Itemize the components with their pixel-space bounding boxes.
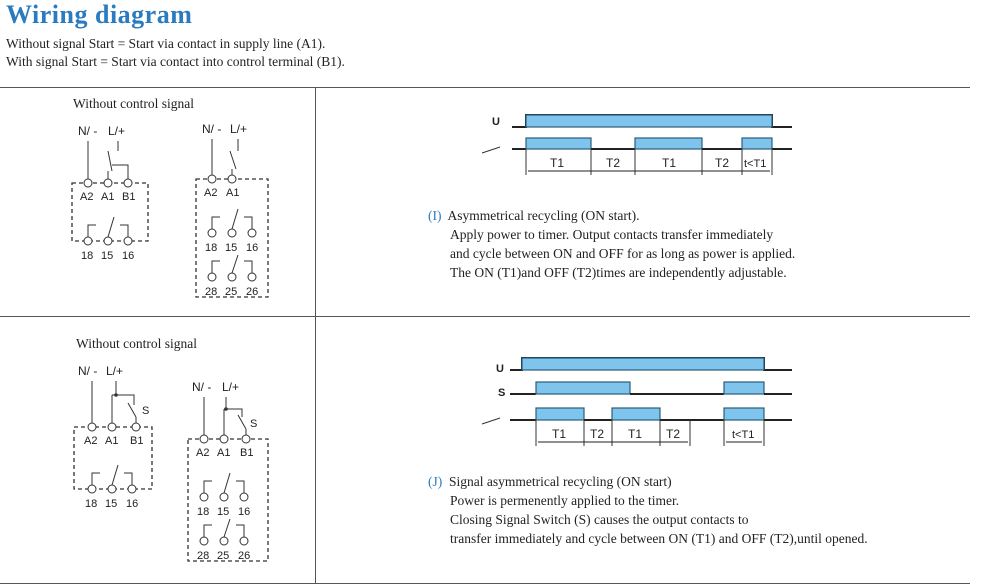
contact-26-label: 26 [246,286,259,298]
terminal-a1-label: A1 [105,435,119,447]
contact-25-label: 25 [217,550,230,562]
output-t1-pulse-1 [536,408,584,420]
signal-s-pulse-2 [724,382,764,394]
output-t1-pulse-2 [635,138,702,149]
terminal-a1 [220,435,228,443]
contact-15-label: 15 [101,250,114,262]
contact-16-label: 16 [126,498,139,510]
contact-25 [228,273,236,281]
interval-t1-a: T1 [552,427,567,441]
contact-15 [104,237,112,245]
section-i-description [428,206,795,282]
output-t1-pulse-1 [526,138,591,149]
supply-l-label: L/+ [222,380,240,394]
contact-25-label: 25 [225,286,238,298]
interval-t2-b: T2 [715,156,730,170]
contact-16-label: 16 [246,242,259,254]
section-i-line-2: Apply power to timer. Output contacts transfer immediately [450,227,774,242]
interval-t2-a: T2 [606,156,621,170]
terminal-a2 [208,175,216,183]
power-u-pulse [526,115,772,127]
interval-t1-b: T1 [628,427,643,441]
contact-18-label: 18 [205,242,218,254]
contact-25 [220,537,228,545]
table-column-divider [315,87,316,583]
terminal-a2-label: A2 [196,447,210,459]
table-middle-border [0,316,970,317]
supply-l-label: L/+ [108,124,126,138]
section-i-wiring-left [60,115,170,265]
terminal-a2-label: A2 [84,435,98,447]
section-j-line-4: transfer immediately and cycle between ON (T1) and OFF (T2),until opened. [450,531,868,546]
terminal-a1 [104,179,112,187]
switch-s-label: S [250,418,258,430]
interval-t-less-t1: t<T1 [732,429,755,441]
interval-t2-b: T2 [666,427,681,441]
contact-16 [128,485,136,493]
supply-n-label: N/ - [78,364,98,378]
terminal-a1 [228,175,236,183]
terminal-b1-label: B1 [240,447,254,459]
section-j-subtitle: Without control signal [76,336,197,351]
contact-15 [220,493,228,501]
signal-s-label: S [498,387,506,399]
contact-15 [228,229,236,237]
terminal-a1 [108,423,116,431]
interval-t2-a: T2 [590,427,605,441]
switch-s-label: S [142,405,150,417]
contact-15-label: 15 [217,506,230,518]
contact-18 [208,229,216,237]
intro-line-1: Without signal Start = Start via contact in supply line (A1). [6,36,326,51]
contact-16 [124,237,132,245]
section-j-line-1: Signal asymmetrical recycling (ON start) [449,474,672,489]
terminal-a2 [84,179,92,187]
table-bottom-border [0,583,970,584]
contact-15-label: 15 [225,242,238,254]
section-j-line-2: Power is permenently applied to the timer. [450,493,680,508]
terminal-a2-label: A2 [204,187,218,199]
contact-15 [108,485,116,493]
contact-18 [84,237,92,245]
contact-18-label: 18 [197,506,210,518]
contact-16 [240,493,248,501]
contact-26-label: 26 [238,550,251,562]
section-j-line-3: Closing Signal Switch (S) causes the output contacts to [450,512,749,527]
supply-l-label: L/+ [106,364,124,378]
signal-u-label: U [496,363,504,375]
section-i-subtitle: Without control signal [73,96,194,111]
table-top-border [0,87,970,88]
terminal-b1-label: B1 [122,191,136,203]
contact-28 [208,273,216,281]
section-j-timing-diagram [470,350,800,450]
interval-t-less-t1: t<T1 [744,158,767,170]
signal-u-label: U [492,116,500,128]
interval-t1-b: T1 [662,156,677,170]
section-i-tag: (I) [428,208,442,223]
terminal-b1 [242,435,250,443]
contact-28-label: 28 [205,286,218,298]
contact-26 [240,537,248,545]
terminal-b1 [124,179,132,187]
supply-n-label: N/ - [192,380,212,394]
section-j-wiring-right [180,375,280,570]
contact-18-label: 18 [81,250,94,262]
terminal-a2 [88,423,96,431]
terminal-a1-label: A1 [226,187,240,199]
section-j-description [428,472,868,548]
terminal-b1-label: B1 [130,435,144,447]
contact-26 [248,273,256,281]
output-short-pulse [724,408,764,420]
output-t1-pulse-2 [612,408,660,420]
section-j-tag: (J) [428,474,443,489]
terminal-a2 [200,435,208,443]
section-j-wiring-left [60,357,170,512]
contact-16-label: 16 [122,250,135,262]
power-u-pulse [522,358,764,370]
contact-16-label: 16 [238,506,251,518]
section-i-line-3: and cycle between ON and OFF for as long as power is applied. [450,246,796,261]
section-i-line-4: The ON (T1)and OFF (T2)times are independently adjustable. [450,265,787,280]
contact-18 [200,493,208,501]
page-title: Wiring diagram [6,0,193,29]
terminal-a2-label: A2 [80,191,94,203]
contact-18 [88,485,96,493]
output-short-pulse [742,138,772,149]
contact-16 [248,229,256,237]
terminal-a1-label: A1 [217,447,231,459]
interval-t1-a: T1 [550,156,565,170]
section-i-wiring-right [190,115,280,305]
contact-28-label: 28 [197,550,210,562]
supply-n-label: N/ - [78,124,98,138]
terminal-b1 [132,423,140,431]
contact-18-label: 18 [85,498,98,510]
terminal-a1-label: A1 [101,191,115,203]
contact-15-label: 15 [105,498,118,510]
contact-28 [200,537,208,545]
supply-l-label: L/+ [230,122,248,136]
supply-n-label: N/ - [202,122,222,136]
section-i-line-1: Asymmetrical recycling (ON start). [447,208,640,223]
section-i-timing-diagram [470,105,800,185]
signal-s-pulse-1 [536,382,630,394]
intro-line-2: With signal Start = Start via contact into control terminal (B1). [6,54,345,69]
